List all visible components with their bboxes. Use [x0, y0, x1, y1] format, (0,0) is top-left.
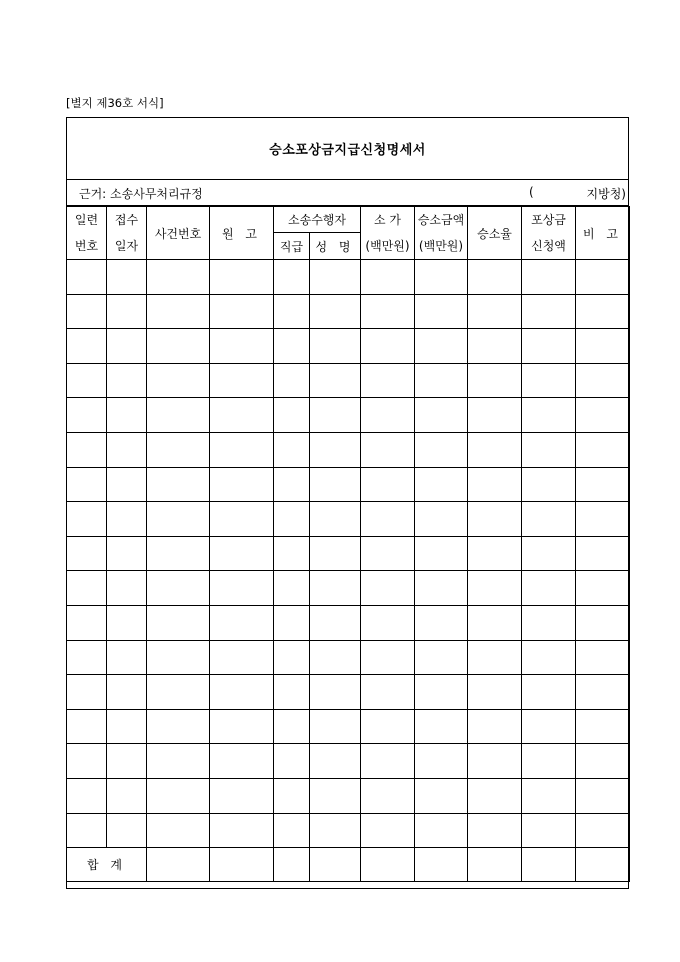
table-cell[interactable]	[415, 260, 468, 295]
table-cell[interactable]	[147, 640, 210, 675]
table-cell[interactable]	[274, 536, 310, 571]
table-cell[interactable]	[310, 467, 361, 502]
table-cell[interactable]	[274, 675, 310, 710]
table-cell[interactable]	[576, 744, 630, 779]
header-receipt-line1: 접수	[114, 213, 139, 227]
table-cell[interactable]	[274, 294, 310, 329]
office-paren-open: (	[529, 185, 534, 199]
table-cell[interactable]	[274, 260, 310, 295]
table-cell[interactable]	[107, 640, 147, 675]
table-cell[interactable]	[210, 675, 274, 710]
header-litigator: 소송수행자	[274, 207, 361, 233]
table-cell[interactable]	[107, 778, 147, 813]
table-row	[67, 398, 630, 433]
table-cell[interactable]	[67, 778, 107, 813]
table-cell[interactable]	[107, 536, 147, 571]
header-reward-line1: 포상금	[531, 213, 566, 227]
table-cell[interactable]	[522, 536, 576, 571]
table-cell[interactable]	[522, 260, 576, 295]
table-cell[interactable]	[274, 467, 310, 502]
header-name: 성 명	[310, 233, 361, 260]
table-cell[interactable]	[522, 744, 576, 779]
table-cell[interactable]	[361, 709, 415, 744]
table-cell[interactable]	[310, 432, 361, 467]
table-cell[interactable]	[210, 813, 274, 848]
table-cell[interactable]	[576, 467, 630, 502]
table-cell[interactable]	[67, 675, 107, 710]
header-receipt-date	[107, 207, 147, 260]
table-cell[interactable]	[310, 813, 361, 848]
table-cell[interactable]	[361, 605, 415, 640]
table-cell[interactable]	[274, 709, 310, 744]
table-cell[interactable]	[210, 571, 274, 606]
table-cell[interactable]	[107, 260, 147, 295]
table-cell[interactable]	[468, 605, 522, 640]
table-cell[interactable]	[576, 329, 630, 364]
table-cell[interactable]	[468, 709, 522, 744]
table-cell[interactable]	[147, 329, 210, 364]
table-cell[interactable]	[147, 709, 210, 744]
table-cell[interactable]	[274, 571, 310, 606]
table-cell[interactable]	[67, 363, 107, 398]
header-won-amount	[415, 207, 468, 260]
header-serial	[67, 207, 107, 260]
table-cell[interactable]	[274, 329, 310, 364]
table-cell[interactable]	[576, 709, 630, 744]
table-cell[interactable]	[147, 536, 210, 571]
table-cell[interactable]	[415, 536, 468, 571]
table-cell[interactable]	[210, 329, 274, 364]
table-cell[interactable]	[522, 605, 576, 640]
table-cell[interactable]	[147, 502, 210, 537]
table-cell[interactable]	[274, 502, 310, 537]
table-cell[interactable]	[415, 432, 468, 467]
table-cell[interactable]	[415, 605, 468, 640]
table-cell[interactable]	[361, 571, 415, 606]
table-cell[interactable]	[210, 363, 274, 398]
header-receipt-line2: 일자	[114, 239, 139, 253]
table-cell[interactable]	[361, 778, 415, 813]
table-cell[interactable]	[67, 398, 107, 433]
table-cell[interactable]	[522, 432, 576, 467]
table-cell[interactable]	[415, 363, 468, 398]
table-cell[interactable]	[576, 640, 630, 675]
header-won-line1: 승소금액	[417, 213, 465, 227]
table-cell[interactable]	[576, 432, 630, 467]
table-cell[interactable]	[210, 294, 274, 329]
table-cell[interactable]	[361, 675, 415, 710]
table-cell[interactable]	[576, 260, 630, 295]
table-cell[interactable]	[415, 744, 468, 779]
table-cell[interactable]	[310, 744, 361, 779]
table-cell[interactable]	[310, 363, 361, 398]
header-serial-line1: 일련	[74, 213, 99, 227]
table-cell[interactable]	[310, 502, 361, 537]
table-cell[interactable]	[468, 467, 522, 502]
table-row	[67, 536, 630, 571]
table-cell[interactable]	[576, 363, 630, 398]
table-cell[interactable]	[522, 778, 576, 813]
table-cell[interactable]	[415, 571, 468, 606]
table-cell[interactable]	[107, 294, 147, 329]
table-cell[interactable]	[274, 432, 310, 467]
table-cell[interactable]	[310, 398, 361, 433]
table-cell[interactable]	[468, 260, 522, 295]
table-cell[interactable]	[274, 744, 310, 779]
table-cell[interactable]	[361, 363, 415, 398]
table-cell[interactable]	[310, 709, 361, 744]
header-reward-request	[522, 207, 576, 260]
table-cell[interactable]	[147, 778, 210, 813]
table-cell[interactable]	[361, 640, 415, 675]
form-frame	[66, 117, 629, 889]
table-cell[interactable]	[210, 432, 274, 467]
table-cell[interactable]	[147, 467, 210, 502]
table-cell[interactable]	[67, 605, 107, 640]
table-row	[67, 778, 630, 813]
table-row	[67, 605, 630, 640]
total-cell[interactable]	[522, 848, 576, 882]
table-cell[interactable]	[361, 294, 415, 329]
table-cell[interactable]	[576, 675, 630, 710]
total-cell[interactable]	[361, 848, 415, 882]
table-cell[interactable]	[147, 744, 210, 779]
table-cell[interactable]	[361, 329, 415, 364]
table-cell[interactable]	[67, 640, 107, 675]
title-area	[67, 118, 628, 180]
header-win-rate: 승소율	[468, 207, 522, 260]
table-cell[interactable]	[361, 744, 415, 779]
table-row	[67, 432, 630, 467]
table-cell[interactable]	[361, 260, 415, 295]
table-cell[interactable]	[107, 363, 147, 398]
table-cell[interactable]	[67, 502, 107, 537]
table-cell[interactable]	[310, 605, 361, 640]
table-cell[interactable]	[147, 294, 210, 329]
total-cell[interactable]	[310, 848, 361, 882]
table-cell[interactable]	[210, 467, 274, 502]
header-claim-line1: 소 가	[374, 213, 401, 227]
table-cell[interactable]	[576, 502, 630, 537]
table-cell[interactable]	[361, 813, 415, 848]
table-cell[interactable]	[210, 640, 274, 675]
office-field: 지방청)	[586, 187, 626, 201]
table-row	[67, 640, 630, 675]
total-cell[interactable]	[274, 848, 310, 882]
table-cell[interactable]	[107, 502, 147, 537]
table-cell[interactable]	[274, 605, 310, 640]
table-cell[interactable]	[522, 329, 576, 364]
table-cell[interactable]	[67, 294, 107, 329]
table-cell[interactable]	[310, 294, 361, 329]
table-cell[interactable]	[522, 398, 576, 433]
total-cell[interactable]	[147, 848, 210, 882]
table-cell[interactable]	[468, 329, 522, 364]
table-cell[interactable]	[67, 260, 107, 295]
table-cell[interactable]	[67, 536, 107, 571]
table-cell[interactable]	[468, 744, 522, 779]
table-cell[interactable]	[522, 294, 576, 329]
form-title: 승소포상금지급신청명세서	[269, 143, 426, 158]
table-cell[interactable]	[415, 294, 468, 329]
table-cell[interactable]	[361, 398, 415, 433]
header-remarks: 비 고	[576, 207, 630, 260]
table-cell[interactable]	[415, 778, 468, 813]
table-cell[interactable]	[147, 675, 210, 710]
table-cell[interactable]	[415, 329, 468, 364]
table-cell[interactable]	[415, 640, 468, 675]
table-cell[interactable]	[522, 571, 576, 606]
total-cell[interactable]	[576, 848, 630, 882]
total-cell[interactable]	[415, 848, 468, 882]
table-cell[interactable]	[147, 398, 210, 433]
table-cell[interactable]	[576, 398, 630, 433]
header-case-number: 사건번호	[147, 207, 210, 260]
header-serial-line2: 번호	[74, 239, 99, 253]
table-cell[interactable]	[576, 294, 630, 329]
table-cell[interactable]	[210, 778, 274, 813]
table-cell[interactable]	[576, 605, 630, 640]
table-cell[interactable]	[468, 294, 522, 329]
table-cell[interactable]	[468, 675, 522, 710]
table-cell[interactable]	[576, 571, 630, 606]
table-cell[interactable]	[310, 675, 361, 710]
table-cell[interactable]	[107, 398, 147, 433]
table-cell[interactable]	[415, 502, 468, 537]
table-row	[67, 675, 630, 710]
table-cell[interactable]	[274, 813, 310, 848]
table-cell[interactable]	[468, 571, 522, 606]
table-cell[interactable]	[576, 813, 630, 848]
table-cell[interactable]	[522, 640, 576, 675]
table-cell[interactable]	[107, 813, 147, 848]
table-cell[interactable]	[415, 675, 468, 710]
header-won-line2: (백만원)	[418, 239, 464, 253]
table-cell[interactable]	[107, 675, 147, 710]
table-cell[interactable]	[107, 467, 147, 502]
claims-table	[66, 206, 630, 882]
table-cell[interactable]	[67, 571, 107, 606]
table-cell[interactable]	[522, 502, 576, 537]
table-cell[interactable]	[107, 329, 147, 364]
table-cell[interactable]	[147, 260, 210, 295]
table-cell[interactable]	[361, 432, 415, 467]
table-cell[interactable]	[522, 675, 576, 710]
table-row	[67, 329, 630, 364]
table-cell[interactable]	[310, 640, 361, 675]
table-cell[interactable]	[107, 744, 147, 779]
table-cell[interactable]	[210, 605, 274, 640]
table-row	[67, 571, 630, 606]
header-row-1	[67, 207, 630, 233]
table-cell[interactable]	[274, 778, 310, 813]
table-cell[interactable]	[310, 260, 361, 295]
header-plaintiff: 원 고	[210, 207, 274, 260]
total-label: 합 계	[67, 848, 147, 882]
table-cell[interactable]	[67, 744, 107, 779]
basis-row	[67, 180, 628, 206]
table-cell[interactable]	[67, 432, 107, 467]
table-cell[interactable]	[576, 536, 630, 571]
basis-text: 근거: 소송사무처리규정	[79, 187, 203, 201]
table-row	[67, 260, 630, 295]
table-cell[interactable]	[147, 571, 210, 606]
table-cell[interactable]	[210, 260, 274, 295]
table-cell[interactable]	[67, 329, 107, 364]
table-cell[interactable]	[67, 709, 107, 744]
table-cell[interactable]	[468, 398, 522, 433]
header-rank: 직급	[274, 233, 310, 260]
total-row	[67, 848, 630, 882]
table-cell[interactable]	[522, 363, 576, 398]
total-cell[interactable]	[210, 848, 274, 882]
table-cell[interactable]	[147, 605, 210, 640]
table-cell[interactable]	[67, 813, 107, 848]
table-row	[67, 709, 630, 744]
table-cell[interactable]	[310, 329, 361, 364]
table-cell[interactable]	[361, 502, 415, 537]
table-cell[interactable]	[210, 709, 274, 744]
table-row	[67, 502, 630, 537]
table-cell[interactable]	[67, 467, 107, 502]
header-claim-line2: (백만원)	[365, 239, 410, 253]
table-row	[67, 744, 630, 779]
table-cell[interactable]	[107, 605, 147, 640]
table-cell[interactable]	[274, 363, 310, 398]
table-cell[interactable]	[415, 813, 468, 848]
table-cell[interactable]	[107, 432, 147, 467]
table-cell[interactable]	[468, 778, 522, 813]
table-cell[interactable]	[107, 571, 147, 606]
table-cell[interactable]	[468, 363, 522, 398]
table-cell[interactable]	[468, 640, 522, 675]
table-cell[interactable]	[210, 744, 274, 779]
table-cell[interactable]	[147, 432, 210, 467]
table-cell[interactable]	[415, 709, 468, 744]
table-cell[interactable]	[210, 536, 274, 571]
table-cell[interactable]	[274, 398, 310, 433]
form-number-label: [별지 제36호 서식]	[66, 96, 164, 110]
table-row	[67, 363, 630, 398]
table-cell[interactable]	[522, 813, 576, 848]
table-cell[interactable]	[468, 813, 522, 848]
table-cell[interactable]	[210, 502, 274, 537]
table-cell[interactable]	[361, 467, 415, 502]
table-cell[interactable]	[361, 536, 415, 571]
table-cell[interactable]	[522, 467, 576, 502]
table-cell[interactable]	[310, 536, 361, 571]
table-cell[interactable]	[415, 398, 468, 433]
table-cell[interactable]	[147, 363, 210, 398]
table-cell[interactable]	[274, 640, 310, 675]
table-cell[interactable]	[107, 709, 147, 744]
table-row	[67, 467, 630, 502]
table-cell[interactable]	[210, 398, 274, 433]
table-row	[67, 294, 630, 329]
table-cell[interactable]	[310, 778, 361, 813]
table-cell[interactable]	[147, 813, 210, 848]
table-cell[interactable]	[468, 502, 522, 537]
header-claim-amount	[361, 207, 415, 260]
table-cell[interactable]	[415, 467, 468, 502]
table-cell[interactable]	[576, 778, 630, 813]
table-cell[interactable]	[468, 432, 522, 467]
table-row	[67, 813, 630, 848]
table-cell[interactable]	[310, 571, 361, 606]
total-cell[interactable]	[468, 848, 522, 882]
header-reward-line2: 신청액	[531, 239, 566, 253]
table-cell[interactable]	[522, 709, 576, 744]
table-cell[interactable]	[468, 536, 522, 571]
